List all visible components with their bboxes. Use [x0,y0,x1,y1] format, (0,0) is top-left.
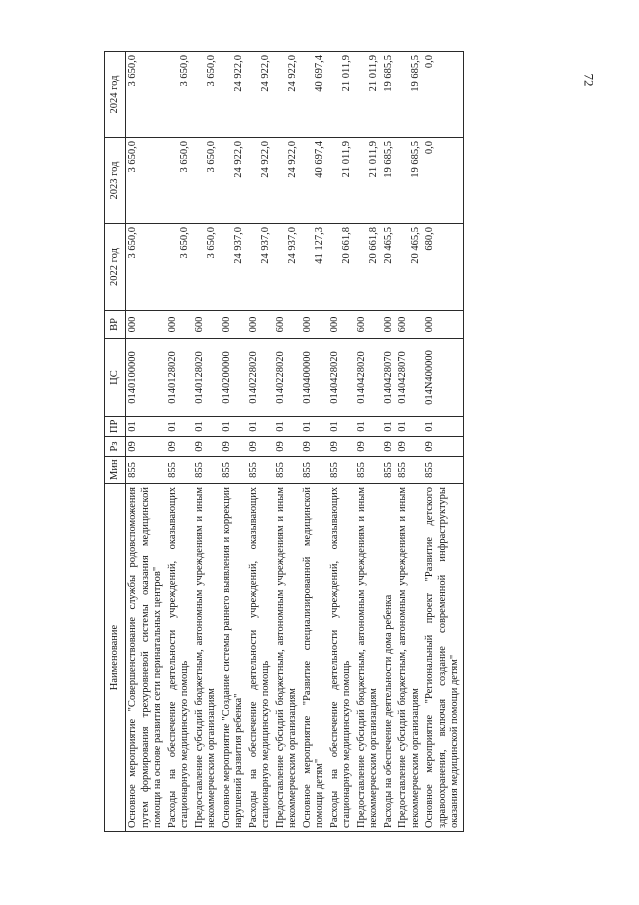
row-rz: 09 [382,437,397,457]
row-pr: 01 [220,417,247,437]
row-2023: 3 650,0 [166,138,193,224]
row-vr: 000 [126,311,166,339]
table-row [301,52,328,832]
col-header-pr: ПР [105,417,126,437]
row-vr: 000 [247,311,274,339]
row-name: Расходы на обеспечение деятельности дома ребенка [382,484,397,832]
col-header-2024: 2024 год [105,52,126,138]
row-name: Расходы на обеспечение деятельности учреждений, оказывающих стационарную медицинскую помощь [247,484,274,832]
row-2024: 24 922,0 [220,52,247,138]
col-header-2022: 2022 год [105,224,126,311]
row-name: Предоставление субсидий бюджетным, автономным учреждениям и иным некоммерческим организациям [274,484,301,832]
row-pr: 01 [166,417,193,437]
row-2022: 24 937,0 [274,224,301,311]
row-cs: 0140128020 [193,339,220,417]
row-min: 855 [220,457,247,484]
col-header-vr: ВР [105,311,126,339]
row-cs: 0140228020 [247,339,274,417]
row-2023: 24 922,0 [220,138,247,224]
row-2022: 20 465,5 [382,224,397,311]
row-vr: 000 [382,311,397,339]
table-row [126,52,166,832]
row-pr: 01 [126,417,166,437]
row-2024: 19 685,5 [396,52,423,138]
row-cs: 0140400000 [301,339,328,417]
row-2023: 21 011,9 [355,138,382,224]
row-vr: 600 [396,311,423,339]
table-row [423,52,463,832]
row-rz: 09 [274,437,301,457]
row-rz: 09 [220,437,247,457]
row-rz: 09 [247,437,274,457]
row-2023: 3 650,0 [193,138,220,224]
row-2024: 3 650,0 [193,52,220,138]
row-min: 855 [166,457,193,484]
col-header-2023: 2023 год [105,138,126,224]
row-rz: 09 [126,437,166,457]
row-2024: 3 650,0 [166,52,193,138]
table-row [355,52,382,832]
row-min: 855 [328,457,355,484]
row-min: 855 [247,457,274,484]
row-min: 855 [423,457,463,484]
row-cs: 0140428020 [355,339,382,417]
row-2023: 40 697,4 [301,138,328,224]
row-vr: 000 [220,311,247,339]
row-2024: 40 697,4 [301,52,328,138]
row-rz: 09 [193,437,220,457]
row-pr: 01 [301,417,328,437]
row-name: Основное мероприятие "Совершенствование службы родовспоможения путем формирования трехуровневой системы оказания медицинской помощи на основе развития сети перинатальных центров" [126,484,166,832]
row-pr: 01 [193,417,220,437]
row-cs: 0140128020 [166,339,193,417]
row-2024: 24 922,0 [274,52,301,138]
row-name: Расходы на обеспечение деятельности учреждений, оказывающих стационарную медицинскую помощь [166,484,193,832]
row-2022: 20 465,5 [396,224,423,311]
row-min: 855 [396,457,423,484]
row-2023: 21 011,9 [328,138,355,224]
row-rz: 09 [423,437,463,457]
row-pr: 01 [423,417,463,437]
row-2022: 24 937,0 [220,224,247,311]
row-name: Предоставление субсидий бюджетным, автономным учреждениям и иным некоммерческим организациям [193,484,220,832]
budget-table-rotated [104,52,528,832]
table-row [382,52,397,832]
row-name: Основное мероприятие "Создание системы раннего выявления и коррекции нарушений развития ребенка" [220,484,247,832]
row-pr: 01 [274,417,301,437]
budget-table [104,51,464,832]
row-2024: 0,0 [423,52,463,138]
row-2023: 0,0 [423,138,463,224]
row-cs: 0140200000 [220,339,247,417]
row-min: 855 [382,457,397,484]
table-row [220,52,247,832]
row-2023: 19 685,5 [382,138,397,224]
table-row [274,52,301,832]
row-min: 855 [193,457,220,484]
row-name: Расходы на обеспечение деятельности учреждений, оказывающих стационарную медицинскую помощь [328,484,355,832]
row-rz: 09 [166,437,193,457]
row-min: 855 [301,457,328,484]
row-2022: 680,0 [423,224,463,311]
row-2022: 20 661,8 [355,224,382,311]
row-vr: 000 [166,311,193,339]
row-2022: 24 937,0 [247,224,274,311]
row-2024: 19 685,5 [382,52,397,138]
row-cs: 0140428070 [396,339,423,417]
row-rz: 09 [301,437,328,457]
row-vr: 600 [355,311,382,339]
row-pr: 01 [355,417,382,437]
row-vr: 000 [301,311,328,339]
row-pr: 01 [396,417,423,437]
row-2022: 3 650,0 [193,224,220,311]
row-rz: 09 [396,437,423,457]
row-name: Основное мероприятие "Развитие специализированной медицинской помощи детям" [301,484,328,832]
row-name: Предоставление субсидий бюджетным, автономным учреждениям и иным некоммерческим организациям [396,484,423,832]
row-name: Предоставление субсидий бюджетным, автономным учреждениям и иным некоммерческим организациям [355,484,382,832]
table-row [193,52,220,832]
row-min: 855 [355,457,382,484]
col-header-min: Мин [105,457,126,484]
row-pr: 01 [328,417,355,437]
row-cs: 014N400000 [423,339,463,417]
row-2023: 19 685,5 [396,138,423,224]
col-header-rz: Рз [105,437,126,457]
row-cs: 0140428070 [382,339,397,417]
row-cs: 0140228020 [274,339,301,417]
row-2024: 24 922,0 [247,52,274,138]
row-2022: 41 127,3 [301,224,328,311]
row-2024: 21 011,9 [355,52,382,138]
table-row [396,52,423,832]
row-pr: 01 [382,417,397,437]
row-vr: 600 [274,311,301,339]
table-header-row [105,52,126,832]
row-pr: 01 [247,417,274,437]
page-number: 72 [581,73,597,87]
row-2023: 24 922,0 [274,138,301,224]
row-vr: 000 [423,311,463,339]
row-rz: 09 [355,437,382,457]
row-2022: 20 661,8 [328,224,355,311]
row-2023: 24 922,0 [247,138,274,224]
col-header-cs: ЦС [105,339,126,417]
row-vr: 000 [328,311,355,339]
table-row [166,52,193,832]
table-row [247,52,274,832]
row-2022: 3 650,0 [166,224,193,311]
row-cs: 0140100000 [126,339,166,417]
col-header-name: Наименование [105,484,126,832]
row-2022: 3 650,0 [126,224,166,311]
row-rz: 09 [328,437,355,457]
row-min: 855 [126,457,166,484]
row-cs: 0140428020 [328,339,355,417]
row-2023: 3 650,0 [126,138,166,224]
row-2024: 21 011,9 [328,52,355,138]
row-min: 855 [274,457,301,484]
row-vr: 600 [193,311,220,339]
row-2024: 3 650,0 [126,52,166,138]
table-row [328,52,355,832]
row-name: Основное мероприятие "Региональный проект "Развитие детского здравоохранения, включая создание современной инфраструктуры оказания медицинской помощи детям" [423,484,463,832]
